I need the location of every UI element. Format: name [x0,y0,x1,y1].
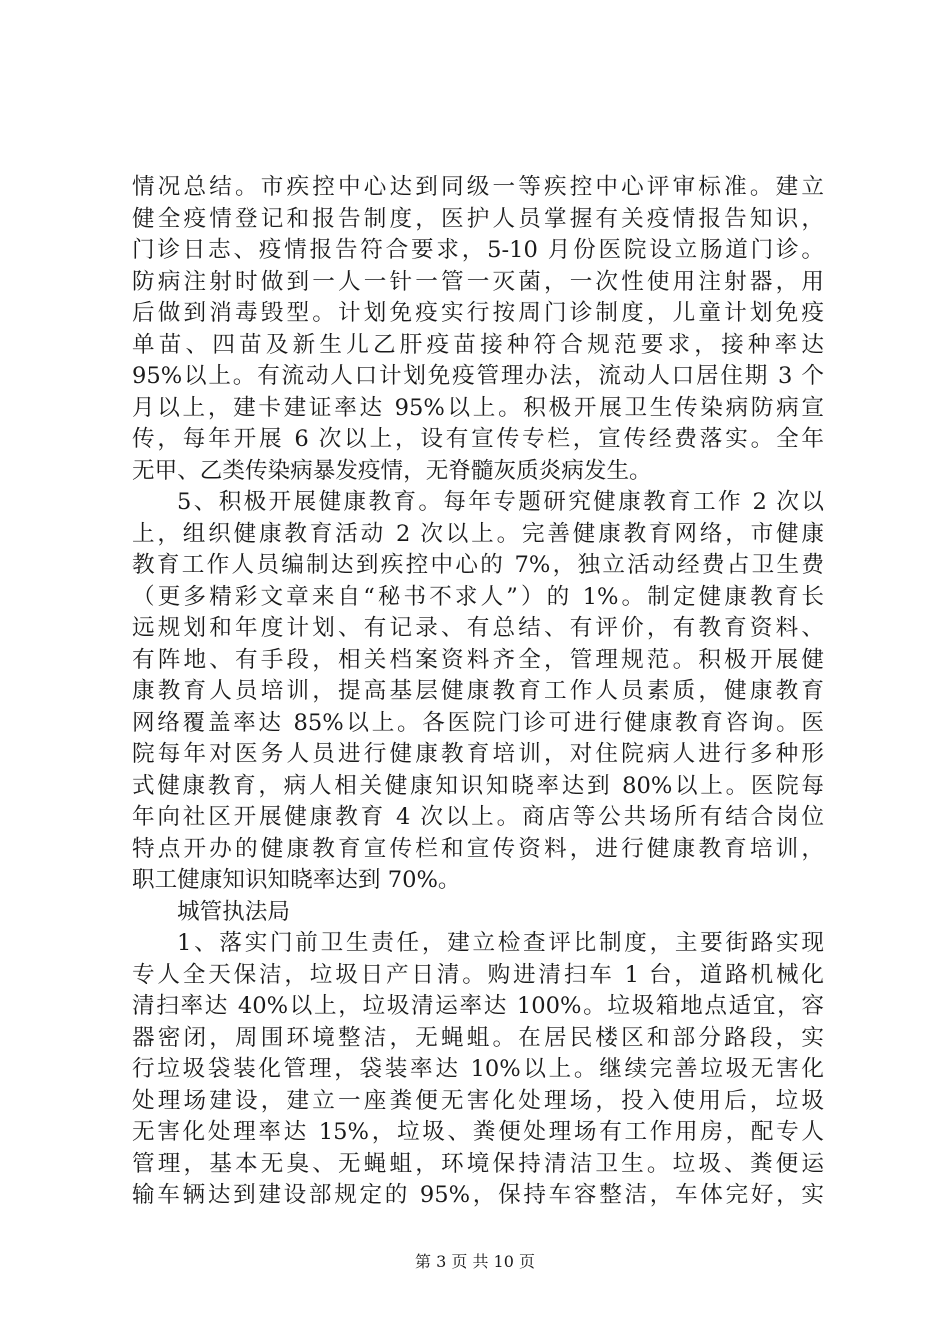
text-line: 5、积极开展健康教育。每年专题研究健康教育工作 2 次以 [177,489,824,515]
text-line: 1、落实门前卫生责任，建立检查评比制度，主要街路实现 [177,930,824,956]
text-line: 清扫率达 40%以上，垃圾清运率达 100%。垃圾箱地点适宜，容 [132,993,824,1019]
text-line: 情况总结。市疾控中心达到同级一等疾控中心评审标准。建立 [132,174,824,200]
text-line: 上，组织健康教育活动 2 次以上。完善健康教育网络，市健康 [132,520,824,547]
text-line: 管理，基本无臭、无蝇蛆，环境保持清洁卫生。垃圾、粪便运 [132,1150,824,1177]
text-line: （更多精彩文章来自“秘书不求人”）的 1%。制定健康教育长 [132,583,824,610]
page-number-label: 第 3 页 共 10 页 [415,1252,535,1271]
text-line: 远规划和年度计划、有记录、有总结、有评价，有教育资料、 [132,615,824,641]
text-line: 式健康教育，病人相关健康知识知晓率达到 80%以上。医院每 [132,772,824,799]
text-line: 门诊日志、疫情报告符合要求，5-10 月份医院设立肠道门诊。 [132,237,824,263]
text-line: 传，每年开展 6 次以上，设有宣传专栏，宣传经费落实。全年 [132,426,824,452]
text-line: 特点开办的健康教育宣传栏和宣传资料，进行健康教育培训， [132,835,824,862]
text-line: 康教育人员培训，提高基层健康教育工作人员素质，健康教育 [132,678,824,704]
text-line: 防病注射时做到一人一针一管一灭菌，一次性使用注射器，用 [132,268,824,295]
page-footer [0,1252,950,1272]
text-line: 月以上，建卡建证率达 95%以上。积极开展卫生传染病防病宣 [132,394,824,421]
text-line: 无甲、乙类传染病暴发疫情，无脊髓灰质炎病发生。 [132,457,652,484]
text-line: 院每年对医务人员进行健康教育培训，对住院病人进行多种形 [132,741,824,767]
text-line: 后做到消毒毁型。计划免疫实行按周门诊制度，儿童计划免疫 [132,300,824,326]
text-line: 城管执法局 [177,898,290,925]
text-line: 年向社区开展健康教育 4 次以上。商店等公共场所有结合岗位 [132,804,824,830]
text-line: 有阵地、有手段，相关档案资料齐全，管理规范。积极开展健 [132,646,824,673]
text-line: 器密闭，周围环境整洁，无蝇蛆。在居民楼区和部分路段，实 [132,1024,824,1051]
text-line: 单苗、四苗及新生儿乙肝疫苗接种符合规范要求，接种率达 [132,331,824,358]
text-line: 教育工作人员编制达到疾控中心的 7%，独立活动经费占卫生费 [132,552,824,578]
text-line: 无害化处理率达 15%，垃圾、粪便处理场有工作用房，配专人 [132,1119,824,1145]
text-line: 行垃圾袋装化管理，袋装率达 10%以上。继续完善垃圾无害化 [132,1056,824,1082]
text-line: 处理场建设，建立一座粪便无害化处理场，投入使用后，垃圾 [132,1087,824,1114]
text-line: 健全疫情登记和报告制度，医护人员掌握有关疫情报告知识， [132,205,824,232]
document-body [132,172,824,1212]
text-line: 专人全天保洁，垃圾日产日清。购进清扫车 1 台，道路机械化 [132,961,824,988]
text-line: 95%以上。有流动人口计划免疫管理办法，流动人口居住期 3 个 [132,363,824,389]
text-line: 输车辆达到建设部规定的 95%，保持车容整洁，车体完好，实 [132,1182,824,1208]
text-line: 网络覆盖率达 85%以上。各医院门诊可进行健康教育咨询。医 [132,709,824,736]
text-line: 职工健康知识知晓率达到 70%。 [132,867,461,893]
